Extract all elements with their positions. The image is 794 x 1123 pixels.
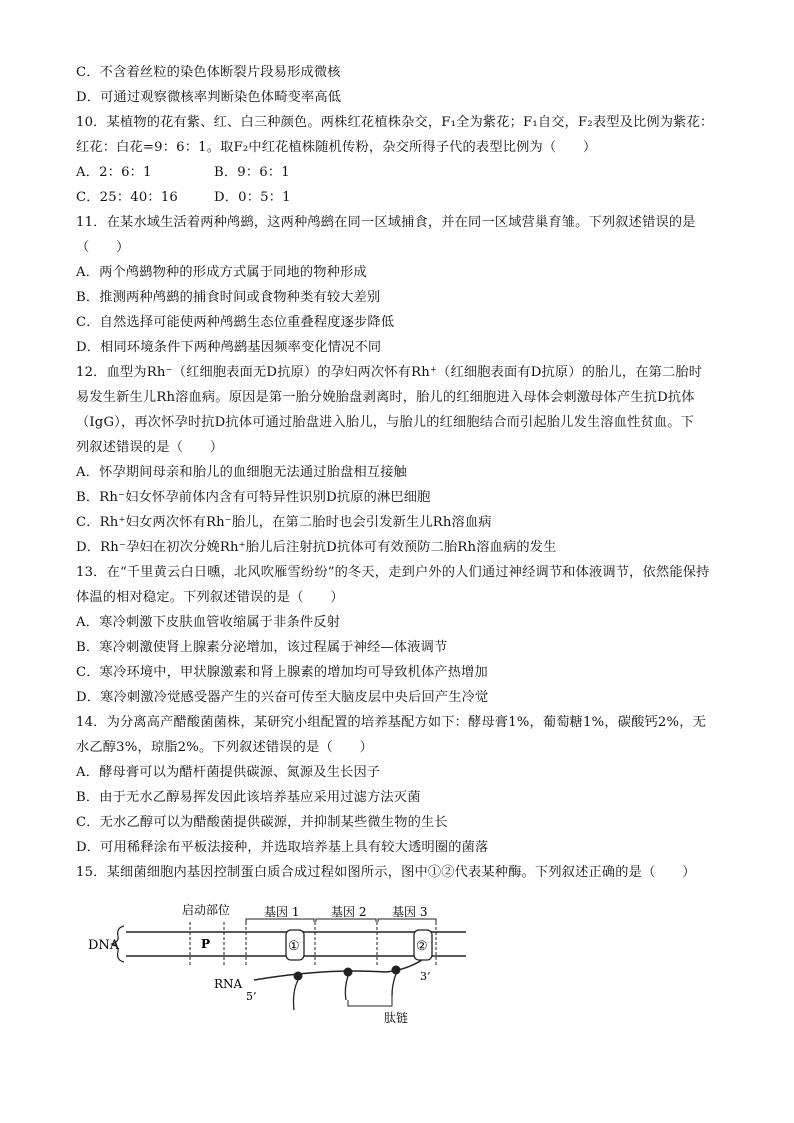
ribosome-3 xyxy=(392,966,401,975)
question-12-line-1: 12．血型为Rh⁻（红细胞表面无D抗原）的孕妇两次怀有Rh⁺（红细胞表面有D抗原）的胎儿，在第二胎时 xyxy=(76,365,703,380)
question-10-options-row-1 xyxy=(76,164,736,182)
enzyme1-label: ① xyxy=(288,939,300,954)
gene1-label: 基因 1 xyxy=(264,905,300,919)
option-12b: B．Rh⁻妇女怀孕前体内含有可特异性识别D抗原的淋巴细胞 xyxy=(76,490,431,505)
question-13-line-1: 13．在“千里黄云白日曛，北风吹雁雪纷纷”的冬天，走到户外的人们通过神经调节和体液调节，依然能保持 xyxy=(76,565,710,580)
question-12-line-3: （IgG），再次怀孕时抗D抗体可通过胎盘进入胎儿，与胎儿的红细胞结合而引起胎儿发生溶血性贫血。下 xyxy=(76,415,695,430)
peptide-label: 肽链 xyxy=(384,1011,409,1025)
promoter-p: P xyxy=(201,937,211,951)
peptide-chain-2 xyxy=(345,976,348,1000)
question-11-line-1: 11．在某水域生活着两种鸬鹚，这两种鸬鹚在同一区域捕食，并在同一区域营巢育雏。下列叙述错误的是 xyxy=(76,215,696,230)
option-13b: B．寒冷刺激使肾上腺素分泌增加，该过程属于神经—体液调节 xyxy=(76,640,448,655)
peptide-pointer xyxy=(348,996,392,1006)
option-13a: A．寒冷刺激下皮肤血管收缩属于非条件反射 xyxy=(76,615,341,630)
dna-label: DNA xyxy=(88,938,120,953)
option-9d: D．可通过观察微核率判断染色体畸变率高低 xyxy=(76,90,342,105)
option-11c: C．自然选择可能使两种鸬鹚生态位重叠程度逐步降低 xyxy=(76,315,395,330)
question-11-line-2: （ ） xyxy=(76,240,130,255)
question-14-line-2: 水乙醇3%，琼脂2%。下列叙述错误的是（ ） xyxy=(76,740,374,755)
option-10c: C．25：40：16 xyxy=(76,190,178,205)
question-15-line-1: 15．某细菌细胞内基因控制蛋白质合成过程如图所示，图中①②代表某种酶。下列叙述正确的是（ ） xyxy=(76,865,696,880)
promoter-label: 启动部位 xyxy=(182,903,231,917)
question-13-line-2: 体温的相对稳定。下列叙述错误的是（ ） xyxy=(76,590,344,605)
option-11b: B．推测两种鸬鹚的捕食时间或食物种类有较大差别 xyxy=(76,290,381,305)
gene2-bracket xyxy=(316,919,376,922)
option-14a: A．酵母膏可以为醋杆菌提供碳源、氮源及生长因子 xyxy=(76,765,381,780)
gene2-label: 基因 2 xyxy=(331,905,367,919)
option-14d: D．可用稀释涂布平板法接种，并选取培养基上具有较大透明圈的菌落 xyxy=(76,840,489,855)
rna-5prime: 5’ xyxy=(246,990,257,1003)
rna-label: RNA xyxy=(214,977,243,991)
option-10d: D．0：5：1 xyxy=(214,190,291,205)
option-10b: B．9：6：1 xyxy=(214,165,290,180)
option-13d: D．寒冷刺激冷觉感受器产生的兴奋可传至大脑皮层中央后回产生冷觉 xyxy=(76,690,489,705)
enzyme2-label: ② xyxy=(416,939,428,954)
option-12d: D．Rh⁻孕妇在初次分娩Rh⁺胎儿后注射抗D抗体可有效预防二胎Rh溶血病的发生 xyxy=(76,540,557,555)
question-12-line-2: 易发生新生儿Rh溶血病。原因是第一胎分娩胎盘剥离时，胎儿的红细胞进入母体会刺激母体产生抗D抗体 xyxy=(76,390,695,405)
question-12-line-4: 列叙述错误的是（ ） xyxy=(76,440,224,455)
option-11d: D．相同环境条件下两种鸬鹚基因频率变化情况不同 xyxy=(76,340,382,355)
gene-expression-diagram xyxy=(86,892,506,1032)
gene3-label: 基因 3 xyxy=(392,905,428,919)
question-10-options-row-2 xyxy=(76,189,736,207)
ribosome-1 xyxy=(294,972,303,981)
question-14-line-1: 14．为分离高产醋酸菌菌株，某研究小组配置的培养基配方如下：酵母膏1%，葡萄糖1%，碳酸钙2%，无 xyxy=(76,715,707,730)
option-14c: C．无水乙醇可以为醋酸菌提供碳源，并抑制某些微生物的生长 xyxy=(76,815,448,830)
option-13c: C．寒冷环境中，甲状腺激素和肾上腺素的增加均可导致机体产热增加 xyxy=(76,665,488,680)
question-10-line-2: 红花：白花=9：6：1。取F₂中红花植株随机传粉，杂交所得子代的表型比例为（ ） xyxy=(76,140,597,155)
option-12a: A．怀孕期间母亲和胎儿的血细胞无法通过胎盘相互接触 xyxy=(76,465,408,480)
option-9c: C．不含着丝粒的染色体断裂片段易形成微核 xyxy=(76,65,341,80)
ribosome-2 xyxy=(344,968,353,977)
option-11a: A．两个鸬鹚物种的形成方式属于同地的物种形成 xyxy=(76,265,367,280)
question-10-line-1: 10．某植物的花有紫、红、白三种颜色。两株红花植株杂交，F₁全为紫花；F₁自交，F₂表型及比例为紫花： xyxy=(76,115,714,130)
peptide-chain-3 xyxy=(392,974,396,996)
gene-expression-svg xyxy=(86,892,506,1032)
gene3-bracket xyxy=(378,919,436,922)
gene1-bracket xyxy=(246,919,314,922)
rna-3prime: 3’ xyxy=(420,970,431,983)
option-14b: B．由于无水乙醇易挥发因此该培养基应采用过滤方法灭菌 xyxy=(76,790,421,805)
peptide-chain-1 xyxy=(294,980,299,1010)
option-12c: C．Rh⁺妇女两次怀有Rh⁻胎儿，在第二胎时也会引发新生儿Rh溶血病 xyxy=(76,515,492,530)
option-10a: A．2：6：1 xyxy=(76,165,152,180)
